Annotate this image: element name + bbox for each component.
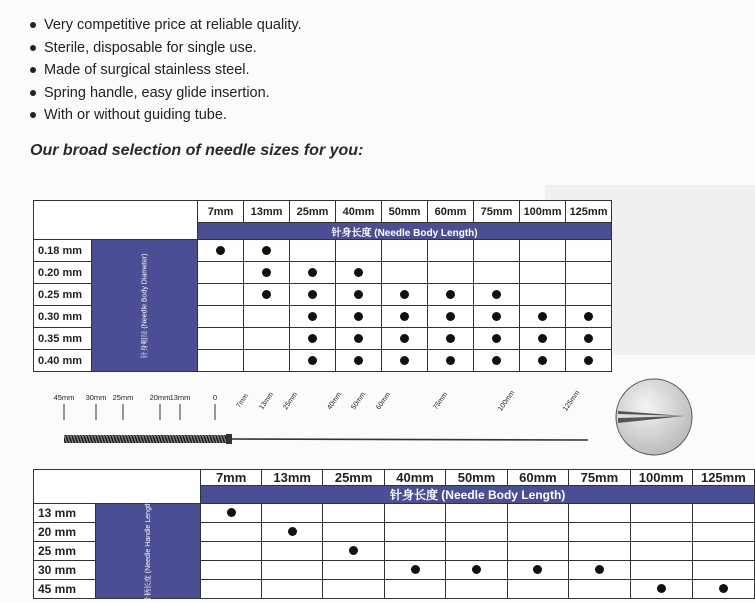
availability-dot-icon — [595, 565, 604, 574]
table-cell — [428, 262, 474, 284]
table-cell — [382, 350, 428, 372]
column-header: 25mm — [290, 201, 336, 223]
table-cell — [244, 328, 290, 350]
table-cell — [382, 284, 428, 306]
bullet-icon — [30, 22, 36, 28]
column-header: 13mm — [261, 470, 322, 486]
feature-item: With or without guiding tube. — [30, 104, 302, 127]
side-band-label: 针柄长度 (Needle Handle Length) — [96, 504, 201, 599]
table-cell — [520, 306, 566, 328]
table-cell — [261, 580, 322, 599]
table-cell — [692, 580, 754, 599]
availability-dot-icon — [262, 290, 271, 299]
length-band-label: 针身长度 (Needle Body Length) — [201, 486, 755, 504]
availability-dot-icon — [492, 290, 501, 299]
table-cell — [446, 504, 507, 523]
table-cell — [474, 306, 520, 328]
row-label: 0.35 mm — [34, 328, 92, 350]
column-header: 50mm — [382, 201, 428, 223]
availability-dot-icon — [657, 584, 666, 593]
table-cell — [566, 262, 612, 284]
needle-handle-table — [33, 469, 755, 603]
table-cell — [520, 284, 566, 306]
availability-dot-icon — [308, 312, 317, 321]
table-cell — [201, 561, 262, 580]
availability-dot-icon — [538, 334, 547, 343]
table-cell — [382, 262, 428, 284]
row-label: 0.40 mm — [34, 350, 92, 372]
column-header: 7mm — [201, 470, 262, 486]
ruler-label: 100mm — [497, 389, 517, 413]
table-cell — [290, 306, 336, 328]
table-cell — [566, 350, 612, 372]
table-cell — [566, 306, 612, 328]
row-label: 0.18 mm — [34, 240, 92, 262]
availability-dot-icon — [446, 290, 455, 299]
table-cell — [384, 561, 445, 580]
availability-dot-icon — [308, 290, 317, 299]
availability-dot-icon — [584, 356, 593, 365]
table-cell — [384, 542, 445, 561]
table-cell — [198, 284, 244, 306]
availability-dot-icon — [584, 312, 593, 321]
table-row — [34, 504, 755, 523]
table-cell — [507, 523, 568, 542]
column-header: 7mm — [198, 201, 244, 223]
table-cell — [520, 240, 566, 262]
table-cell — [244, 350, 290, 372]
availability-dot-icon — [308, 334, 317, 343]
column-header: 100mm — [520, 201, 566, 223]
table-cell — [507, 561, 568, 580]
availability-dot-icon — [446, 356, 455, 365]
table-cell — [566, 284, 612, 306]
table-cell — [428, 328, 474, 350]
availability-dot-icon — [354, 334, 363, 343]
availability-dot-icon — [492, 356, 501, 365]
table-cell — [244, 240, 290, 262]
table-cell — [569, 504, 630, 523]
bullet-icon — [30, 112, 36, 118]
availability-dot-icon — [349, 546, 358, 555]
availability-dot-icon — [288, 527, 297, 536]
table-cell — [290, 350, 336, 372]
row-label: 0.30 mm — [34, 306, 92, 328]
table-cell — [198, 350, 244, 372]
table-cell — [569, 580, 630, 599]
table-cell — [507, 504, 568, 523]
needle-handle-tail — [226, 434, 232, 444]
availability-dot-icon — [492, 312, 501, 321]
availability-dot-icon — [216, 246, 225, 255]
table-cell — [244, 306, 290, 328]
table-cell — [201, 523, 262, 542]
section-headline: Our broad selection of needle sizes for you: — [30, 142, 364, 159]
table-cell — [428, 350, 474, 372]
table-cell — [507, 580, 568, 599]
table-corner — [34, 201, 198, 240]
table-cell — [382, 240, 428, 262]
ruler-label: 25mm — [282, 391, 300, 412]
column-header: 60mm — [507, 470, 568, 486]
table-cell — [336, 284, 382, 306]
row-label: 0.20 mm — [34, 262, 92, 284]
bullet-icon — [30, 45, 36, 51]
availability-dot-icon — [354, 268, 363, 277]
table-cell — [198, 262, 244, 284]
length-band-label: 针身长度 (Needle Body Length) — [198, 223, 612, 240]
table-cell — [446, 523, 507, 542]
table-row — [34, 240, 612, 262]
table-cell — [198, 328, 244, 350]
row-label: 20 mm — [34, 523, 96, 542]
column-header: 125mm — [692, 470, 754, 486]
table-cell — [323, 504, 384, 523]
table-cell — [428, 284, 474, 306]
table-cell — [198, 306, 244, 328]
row-label: 13 mm — [34, 504, 96, 523]
column-header: 125mm — [566, 201, 612, 223]
availability-dot-icon — [492, 334, 501, 343]
ruler-label: 50mm — [350, 391, 368, 412]
availability-dot-icon — [308, 268, 317, 277]
table-cell — [336, 306, 382, 328]
ruler-label: 40mm — [326, 391, 344, 412]
table-cell — [566, 328, 612, 350]
table-cell — [323, 561, 384, 580]
ruler-label: 25mm — [112, 393, 134, 402]
table-cell — [428, 240, 474, 262]
bullet-icon — [30, 90, 36, 96]
table-cell — [290, 328, 336, 350]
availability-dot-icon — [400, 312, 409, 321]
table-cell — [569, 542, 630, 561]
availability-dot-icon — [411, 565, 420, 574]
table-corner — [34, 470, 201, 504]
table-cell — [474, 328, 520, 350]
availability-dot-icon — [538, 312, 547, 321]
row-label: 25 mm — [34, 542, 96, 561]
feature-item: Made of surgical stainless steel. — [30, 59, 302, 82]
availability-dot-icon — [472, 565, 481, 574]
table-cell — [474, 262, 520, 284]
table-cell — [520, 350, 566, 372]
table-cell — [566, 240, 612, 262]
table-cell — [630, 504, 692, 523]
table-cell — [630, 523, 692, 542]
table-cell — [244, 262, 290, 284]
ruler-label: 125mm — [562, 389, 582, 413]
availability-dot-icon — [308, 356, 317, 365]
table-cell — [336, 240, 382, 262]
table-cell — [474, 240, 520, 262]
table-cell — [630, 542, 692, 561]
availability-dot-icon — [262, 268, 271, 277]
row-label: 30 mm — [34, 561, 96, 580]
ruler-right-labels — [235, 389, 581, 412]
availability-dot-icon — [400, 356, 409, 365]
availability-dot-icon — [227, 508, 236, 517]
table-cell — [336, 262, 382, 284]
table-cell — [520, 328, 566, 350]
table-cell — [692, 542, 754, 561]
table-cell — [290, 284, 336, 306]
needle-body — [232, 439, 588, 440]
table-cell — [692, 523, 754, 542]
table-cell — [507, 542, 568, 561]
ruler-label: 60mm — [375, 391, 393, 412]
table-cell — [474, 350, 520, 372]
needle-ruler-diagram — [0, 380, 620, 450]
table-cell — [569, 523, 630, 542]
availability-dot-icon — [262, 246, 271, 255]
table-cell — [244, 284, 290, 306]
ruler-label: 0 — [212, 393, 218, 402]
feature-list — [30, 14, 302, 127]
table-cell — [261, 523, 322, 542]
availability-dot-icon — [584, 334, 593, 343]
table-cell — [446, 561, 507, 580]
feature-item: Very competitive price at reliable quality. — [30, 14, 302, 37]
ruler-label: 30mm — [85, 393, 107, 402]
table-cell — [201, 504, 262, 523]
table-cell — [261, 504, 322, 523]
availability-dot-icon — [354, 290, 363, 299]
availability-dot-icon — [354, 312, 363, 321]
table-cell — [261, 542, 322, 561]
table-cell — [384, 580, 445, 599]
table-cell — [382, 306, 428, 328]
column-header: 40mm — [336, 201, 382, 223]
column-header: 75mm — [474, 201, 520, 223]
ruler-label: 45mm — [53, 393, 75, 402]
column-header: 50mm — [446, 470, 507, 486]
ruler-label: 75mm — [432, 391, 450, 412]
ruler-left-labels — [54, 393, 218, 402]
feature-item: Sterile, disposable for single use. — [30, 37, 302, 60]
table-cell — [290, 240, 336, 262]
table-cell — [336, 350, 382, 372]
availability-dot-icon — [719, 584, 728, 593]
table-cell — [323, 523, 384, 542]
needle-tip-magnified-icon — [614, 377, 694, 457]
table-cell — [290, 262, 336, 284]
column-header: 25mm — [323, 470, 384, 486]
availability-dot-icon — [446, 334, 455, 343]
table-cell — [520, 262, 566, 284]
table-cell — [446, 580, 507, 599]
ruler-label: 13mm — [169, 393, 191, 402]
ruler-label: 13mm — [258, 391, 276, 412]
feature-item: Spring handle, easy glide insertion. — [30, 82, 302, 105]
table-cell — [198, 240, 244, 262]
table-cell — [474, 284, 520, 306]
table-cell — [261, 561, 322, 580]
column-header: 100mm — [630, 470, 692, 486]
row-label: 45 mm — [34, 580, 96, 599]
table-cell — [382, 328, 428, 350]
table-cell — [201, 542, 262, 561]
bullet-icon — [30, 67, 36, 73]
table-cell — [692, 561, 754, 580]
ruler-label: 7mm — [235, 392, 251, 410]
availability-dot-icon — [533, 565, 542, 574]
column-header: 75mm — [569, 470, 630, 486]
availability-dot-icon — [400, 290, 409, 299]
table-cell — [630, 580, 692, 599]
table-cell — [201, 580, 262, 599]
ruler-label: 20mm — [149, 393, 171, 402]
table-cell — [323, 580, 384, 599]
table-cell — [446, 542, 507, 561]
table-cell — [384, 523, 445, 542]
side-band-label: 针身粗径 (Needle Body Diameter) — [92, 240, 198, 372]
needle-diameter-table — [33, 200, 612, 372]
table-cell — [428, 306, 474, 328]
needle-handle-coil — [64, 435, 228, 443]
availability-dot-icon — [446, 312, 455, 321]
table-cell — [323, 542, 384, 561]
table-cell — [336, 328, 382, 350]
availability-dot-icon — [538, 356, 547, 365]
table-cell — [692, 504, 754, 523]
availability-dot-icon — [354, 356, 363, 365]
column-header: 60mm — [428, 201, 474, 223]
table-cell — [384, 504, 445, 523]
table-cell — [630, 561, 692, 580]
row-label: 0.25 mm — [34, 284, 92, 306]
column-header: 13mm — [244, 201, 290, 223]
availability-dot-icon — [400, 334, 409, 343]
table-cell — [569, 561, 630, 580]
column-header: 40mm — [384, 470, 445, 486]
